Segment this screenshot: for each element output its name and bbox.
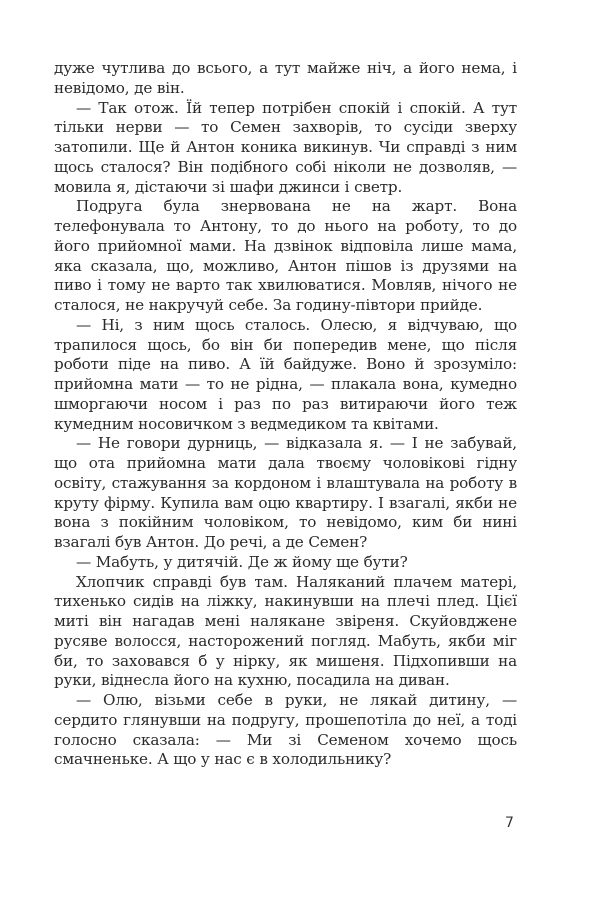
paragraph-dialogue: — Ні, з ним щось сталось. Олесю, я відчуваю, що трапилося щось, бо він би попередив мене, що після роботи піде на пиво. А їй байдуже. Воно й зрозуміло: прийомна мати — то не рідна, — плакала вона, кумедно шморгаючи носом і раз по раз витираючи його теж кумедним носовичком з ведмедиком та квітами. [54,315,517,433]
paragraph-dialogue: — Олю, візьми себе в руки, не лякай дитину, — сердито глянувши на подругу, прошепотіла до неї, а тоді голосно сказала: — Ми зі Семеном хочемо щось смачненьке. А що у нас є в холодильнику? [54,691,517,769]
page-number: 7 [505,815,514,831]
paragraph-dialogue: — Так отож. Їй тепер потрібен спокій і спокій. А тут тільки нерви — то Семен захворів, то сусіди зверху затопили. Ще й Антон коника викинув. Чи справді з ним щось сталося? Він подібного собі ніколи не дозволяв, — мовила я, дістаючи зі шафи джинси і светр. [54,98,517,196]
paragraph-narrative: Подруга була знервована не на жарт. Вона телефонувала то Антону, то до нього на роботу, то до його прийомної мами. На дзвінок відповіла лише мама, яка сказала, що, можливо, Антон пішов із друзями на пиво і тому не варто так хвилюватися. Мовляв, нічого не сталося, не накручуй себе. За годину-півтори прийде. [54,197,517,314]
paragraph-dialogue: — Мабуть, у дитячій. Де ж йому ще бути? [76,552,408,571]
paragraph-narrative: Хлопчик справді був там. Наляканий плачем матері, тихенько сидів на ліжку, накинувши на плечі плед. Цієї миті він нагадав мені налякане звіреня. Скуйовджене русяве волосся, насторожений погляд. Мабуть, якби міг би, то заховався б у нірку, як мишеня. Підхопивши на руки, віднесла його на кухню, посадила на диван. [54,572,517,690]
paragraph-continuation: дуже чутлива до всього, а тут майже ніч, а його нема, і невідомо, де він. [54,59,517,97]
page-body [54,59,517,770]
paragraph-dialogue: — Не говори дурниць, — відказала я. — І не забувай, що ота прийомна мати дала твоєму чоловікові гідну освіту, стажування за кордоном і влаштувала на роботу в круту фірму. Купила вам оцю квартиру. І взагалі, якби не вона з покійним чоловіком, то невідомо, ким би нині взагалі був Антон. До речі, а де Семен? [54,434,517,551]
